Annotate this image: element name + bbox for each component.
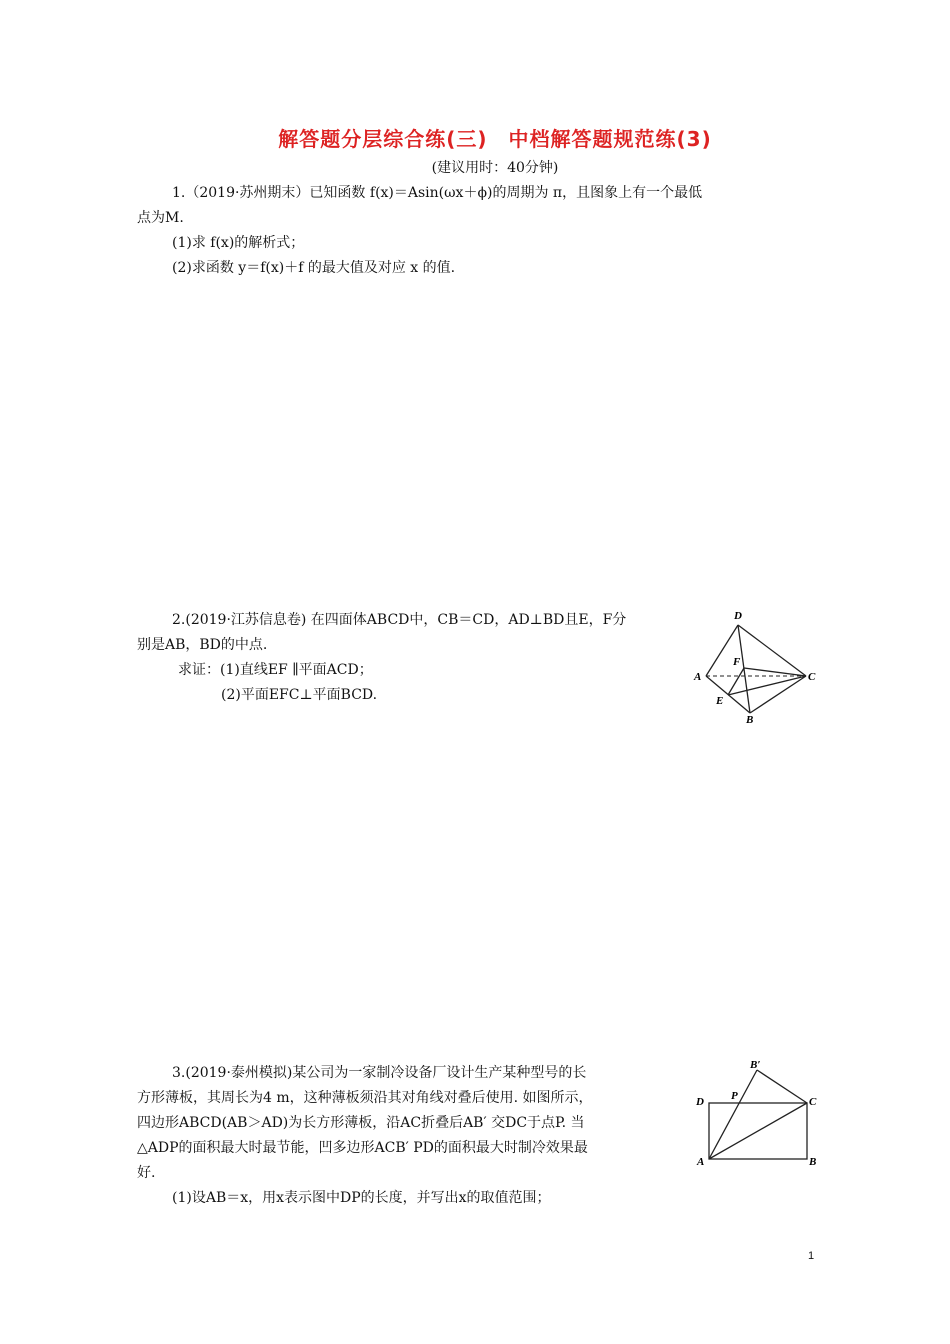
page-title: 解答题分层综合练(三) 中档解答题规范练(3) bbox=[278, 127, 712, 151]
tetrahedron-figure bbox=[690, 605, 820, 725]
label-A: A bbox=[697, 1156, 705, 1168]
problem-3-line-1: 3.(2019·泰州模拟)某公司为一家制冷设备厂设计生产某种型号的长 bbox=[172, 1065, 587, 1081]
suggested-time: (建议用时：40分钟) bbox=[431, 160, 559, 176]
label-B: B bbox=[746, 714, 754, 725]
problem-3-line-5: 好. bbox=[137, 1165, 156, 1181]
label-A: A bbox=[694, 671, 702, 683]
problem-3-line-3: 四边形ABCD(AB＞AD)为长方形薄板，沿AC折叠后AB′ 交DC于点P. 当 bbox=[137, 1115, 585, 1131]
problem-1-line-1: 1.（2019·苏州期末）已知函数 f(x)＝Asin(ωx＋ϕ)的周期为 π，且图象上有一个最低 bbox=[172, 185, 703, 201]
page-number: 1 bbox=[808, 1250, 815, 1262]
problem-1-part-1: (1)求 f(x)的解析式； bbox=[172, 235, 305, 251]
problem-1-part-2: (2)求函数 y＝f(x)＋f 的最大值及对应 x 的值. bbox=[172, 260, 456, 276]
label-C: C bbox=[809, 1096, 817, 1108]
label-B-prime: B′ bbox=[750, 1059, 761, 1071]
label-F: F bbox=[733, 656, 741, 668]
problem-3-line-2: 方形薄板，其周长为4 m，这种薄板须沿其对角线对叠后使用. 如图所示， bbox=[137, 1090, 593, 1106]
problem-2-line-2: 别是AB，BD的中点. bbox=[137, 637, 268, 653]
problem-1-line-2: 点为M. bbox=[137, 210, 184, 226]
label-P: P bbox=[731, 1090, 738, 1102]
problem-3-part-1: (1)设AB＝x，用x表示图中DP的长度，并写出x的取值范围； bbox=[172, 1190, 551, 1206]
label-C: C bbox=[808, 671, 816, 683]
label-D: D bbox=[696, 1096, 704, 1108]
folded-rectangle-figure bbox=[690, 1055, 825, 1175]
label-B: B bbox=[809, 1156, 817, 1168]
label-D: D bbox=[734, 610, 742, 622]
problem-2-proof-1: 求证：(1)直线EF ∥平面ACD； bbox=[178, 662, 373, 678]
problem-2-proof-2: (2)平面EFC⊥平面BCD. bbox=[221, 687, 378, 703]
problem-3-line-4: △ADP的面积最大时最节能，凹多边形ACB′ PD的面积最大时制冷效果最 bbox=[137, 1140, 588, 1156]
problem-2-line-1: 2.(2019·江苏信息卷) 在四面体ABCD中，CB＝CD，AD⊥BD且E，F分 bbox=[172, 612, 627, 628]
label-E: E bbox=[716, 695, 724, 707]
